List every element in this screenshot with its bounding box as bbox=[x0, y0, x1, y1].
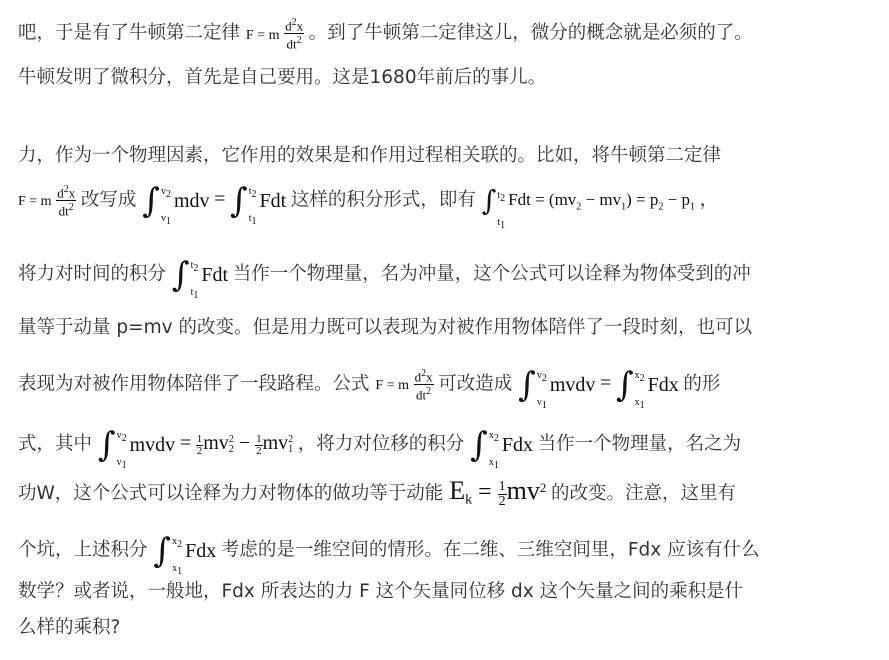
p2-line1: 力，作为一个物理因素，它作用的效果是和作用过程相关联的。比如，将牛顿第二定律 bbox=[18, 145, 722, 166]
p2-line5-text-c: 的形 bbox=[683, 373, 721, 395]
p2-line2 bbox=[18, 180, 719, 231]
newton-formula-inline-2: F = m $\frac{d^2x}{dt^2}$ bbox=[375, 367, 433, 403]
p2-line10: 么样的乘积? bbox=[18, 617, 121, 638]
fdx-integral-formula: ∫ $x_2$ $x_1$ Fdx bbox=[470, 425, 533, 471]
p2-line3-text-b: 当作一个物理量，名为冲量，这个公式可以诠释为物体受到的冲 bbox=[232, 263, 751, 285]
mdv-fdt-integral-formula: ∫ $v_2$ $v_1$ mdv = ∫ $t_2$ $t_1$ Fdt bbox=[142, 181, 287, 227]
p2-line2-text-a: 改写成 bbox=[80, 189, 137, 211]
fdx-integral-formula-2: ∫ $x_2$ $x_1$ Fdx bbox=[153, 531, 217, 577]
comma: ， bbox=[699, 189, 719, 211]
kinetic-integral-formula: ∫ $v_2$ $v_1$ mvdv = $\frac{1}{2}$ mv 2 2 − $\frac{1}{2}$ mv 2 1 bbox=[97, 425, 294, 471]
p2-line6 bbox=[18, 424, 742, 471]
p2-line6-text-c: 当作一个物理量，名之为 bbox=[537, 433, 742, 455]
p2-line6-text-a: 式，其中 bbox=[18, 433, 93, 455]
p1-line1 bbox=[18, 18, 753, 51]
p2-line5 bbox=[18, 364, 721, 411]
formula-lhs: F = m bbox=[245, 27, 280, 43]
fdt-integral-formula: ∫ $t_2$ $t_1$ Fdt bbox=[171, 255, 229, 301]
p2-line5-text-a: 表现为对被作用物体陪伴了一段路程。公式 bbox=[18, 373, 370, 395]
impulse-formula: ∫ $t_2$ $t_1$ Fdt = $(mv_2 - mv_1) = p_2 - p_1$ bbox=[481, 184, 695, 231]
p2-line3 bbox=[18, 254, 751, 301]
p2-line9: 数学？或者说，一般地，Fdx 所表达的力 F 这个矢量同位移 dx 这个矢量之间的乘积是什 bbox=[18, 581, 744, 602]
newton-second-law-formula bbox=[245, 17, 309, 52]
p2-line5-text-b: 可改造成 bbox=[438, 373, 513, 395]
p1-line2: 牛顿发明了微积分，首先是自己要用。这是1680年前后的事儿。 bbox=[18, 67, 547, 88]
mvdv-fdx-formula: ∫ $v_2$ $v_1$ mvdv = ∫ $x_2$ $x_1$ Fdx bbox=[518, 365, 679, 411]
kinetic-energy-formula: $E_k$ = $\frac{1}{2}$ $mv^2$ bbox=[449, 476, 547, 510]
p2-line4: 量等于动量 p=mv 的改变。但是用力既可以表现为对被作用物体陪伴了一段时刻，也可以 bbox=[18, 317, 752, 338]
p2-line7-text-a: 功W，这个公式可以诠释为力对物体的做功等于动能 bbox=[18, 483, 444, 505]
p2-line7-text-b: 的改变。注意，这里有 bbox=[550, 483, 736, 505]
p2-line7 bbox=[18, 476, 736, 513]
p1-line1-text-b: 。到了牛顿第二定律这儿，微分的概念就是必须的了。 bbox=[308, 22, 753, 44]
newton-formula-inline: F = m $\frac{d^2x}{dt^2}$ bbox=[18, 183, 76, 219]
p2-line8 bbox=[18, 530, 760, 577]
d2x-dt2-fraction: $\frac{d^2x}{dt^2}$ bbox=[285, 17, 304, 52]
p2-line6-text-b: ，将力对位移的积分 bbox=[297, 433, 465, 455]
p1-line1-text-a: 吧，于是有了牛顿第二定律 bbox=[18, 22, 241, 44]
p2-line2-text-b: 这样的积分形式，即有 bbox=[290, 189, 476, 211]
p2-line8-text-b: 考虑的是一维空间的情形。在二维、三维空间里，Fdx 应该有什么 bbox=[220, 539, 760, 561]
p2-line8-text-a: 个坑，上述积分 bbox=[18, 539, 148, 561]
p2-line3-text-a: 将力对时间的积分 bbox=[18, 263, 167, 285]
